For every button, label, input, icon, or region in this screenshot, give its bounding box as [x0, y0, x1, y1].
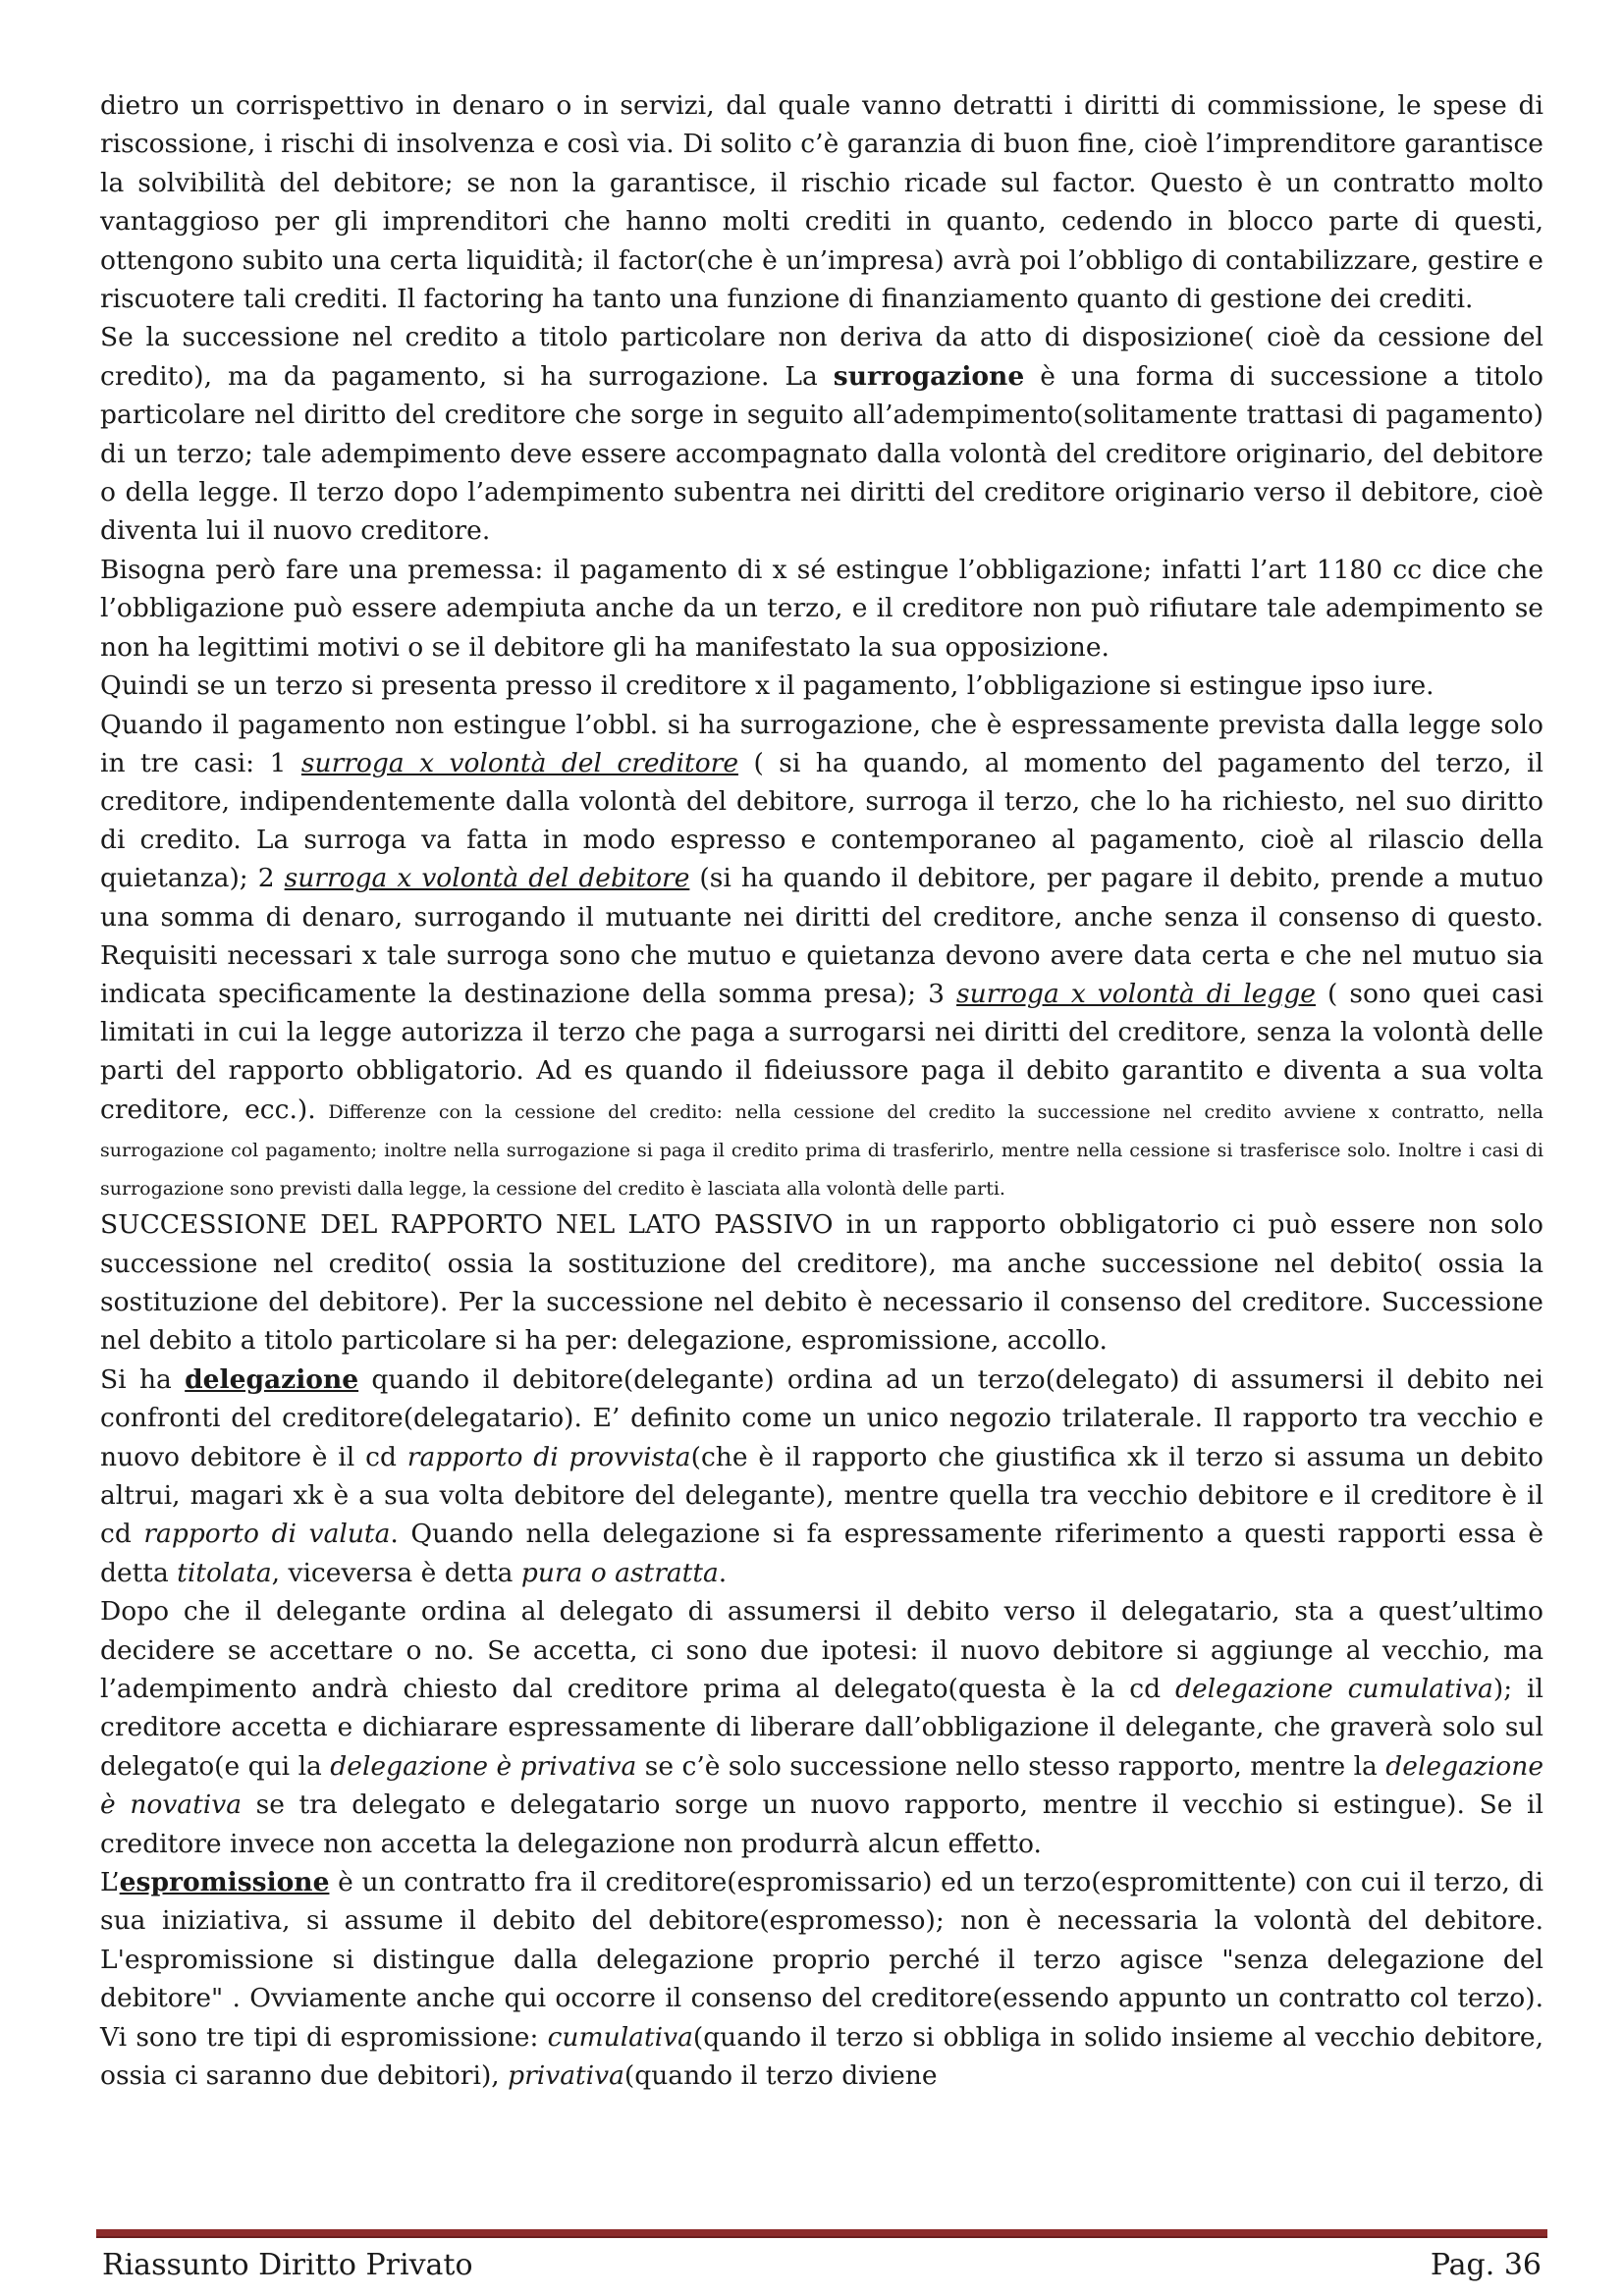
paragraph-surroga-cases: Quando il pagamento non estingue l’obbl. si ha surrogazione, che è espressamente prevista dalla legge solo in tre casi: 1 surroga x volontà del creditore ( si ha quando, al momento del pagamento del terzo, il creditore, indipendentemente dalla volontà del debitore, surroga il terzo, che lo ha richiesto, nel suo diritto di credito. La surroga va fatta in modo espresso e contemporaneo al pagamento, cioè al rilascio della quietanza); 2 surroga x volontà del debitore (si ha quando il debitore, per pagare il debito, prende a mutuo una somma di denaro, surrogando il mutuante nei diritti del creditore, anche senza il consenso di questo. Requisiti necessari x tale surroga sono che mutuo e quietanza devono avere data certa e che nel mutuo sia indicata specificamente la destinazione della somma presa); 3 surroga x volontà di legge ( sono quei casi limitati in cui la legge autorizza il terzo che paga a surrogarsi nei diritti del creditore, senza la volontà delle parti del rapporto obbligatorio. Ad es quando il fideiussore paga il debito garantito e diventa a sua volta creditore, ecc.). Differenze con la cessione del credito: nella cessione del credito la successione nel credito avviene x contratto, nella surrogazione col pagamento; inoltre nella surrogazione si paga il credito prima di trasferirlo, mentre nella cessione si trasferisce solo. Inoltre i casi di surrogazione sono previsti dalla legge, la cessione del credito è lasciata alla volontà delle parti.: [100, 709, 1543, 1200]
term-surrogazione: surrogazione: [833, 360, 1025, 392]
term-surroga-creditore: surroga x volontà del creditore: [300, 747, 738, 778]
differences-note: Differenze con la cessione del credito: nella cessione del credito la successione nel credito avviene x contratto, nella surrogazione col pagamento; inoltre nella surrogazione si paga il credito prima di trasferirlo, mentre nella cessione si trasferisce solo. Inoltre i casi di surrogazione sono previsti dalla legge, la cessione del credito è lasciata alla volontà delle parti.: [100, 1100, 1543, 1200]
page-number: Pag. 36: [1430, 2248, 1542, 2282]
footer-divider: [96, 2229, 1547, 2238]
paragraph-delegazione: Si ha delegazione quando il debitore(delegante) ordina ad un terzo(delegato) di assumersi il debito nei confronti del creditore(delegatario). E’ definito come un unico negozio trilaterale. Il rapporto tra vecchio e nuovo debitore è il cd rapporto di provvista(che è il rapporto che giustifica xk il terzo si assuma un debito altrui, magari xk è a sua volta debitore del delegante), mentre quella tra vecchio debitore e il creditore è il cd rapporto di valuta. Quando nella delegazione si fa espressamente riferimento a questi rapporti essa è detta titolata, viceversa è detta pura o astratta.: [100, 1363, 1543, 1588]
paragraph-surrogazione-definition: Se la successione nel credito a titolo particolare non deriva da atto di disposizione( cioè da cessione del credito), ma da pagamento, si ha surrogazione. La surrogazione è una forma di successione a titolo particolare nel diritto del creditore che sorge in seguito all’adempimento(solitamente trattasi di pagamento) di un terzo; tale adempimento deve essere accompagnato dalla volontà del creditore originario, del debitore o della legge. Il terzo dopo l’adempimento subentra nei diritti del creditore originario verso il debitore, cioè diventa lui il nuovo creditore.: [100, 322, 1543, 547]
paragraph-factoring: dietro un corrispettivo in denaro o in servizi, dal quale vanno detratti i diritti di commissione, le spese di riscossione, i rischi di insolvenza e così via. Di solito c’è garanzia di buon fine, cioè l’imprenditore garantisce la solvibilità del debitore; se non la garantisce, il rischio ricade sul factor. Questo è un contratto molto vantaggioso per gli imprenditori che hanno molti crediti in quanto, cedendo in blocco parte di questi, ottengono subito una certa liquidità; il factor(che è un’impresa) avrà poi l’obbligo di contabilizzare, gestire e riscuotere tali crediti. Il factoring ha tanto una funzione di finanziamento quanto di gestione dei crediti.: [100, 90, 1543, 315]
paragraph-espromissione: L’espromissione è un contratto fra il creditore(espromissario) ed un terzo(espromittente) con cui il terzo, di sua iniziativa, si assume il debito del debitore(espromesso); non è necessaria la volontà del debitore. L'espromissione si distingue dalla delegazione proprio perché il terzo agisce "senza delegazione del debitore" . Ovviamente anche qui occorre il consenso del creditore(essendo appunto un contratto col terzo). Vi sono tre tipi di espromissione: cumulativa(quando il terzo si obbliga in solido insieme al vecchio debitore, ossia ci saranno due debitori), privativa(quando il terzo diviene: [100, 1867, 1544, 2092]
paragraph-lato-passivo: SUCCESSIONE DEL RAPPORTO NEL LATO PASSIVO in un rapporto obbligatorio ci può essere non solo successione nel credito( ossia la sostituzione del creditore), ma anche successione nel debito( ossia la sostituzione del debitore). Per la successione nel debito è necessario il consenso del creditore. Successione nel debito a titolo particolare si ha per: delegazione, espromissione, accollo.: [100, 1209, 1543, 1357]
term-espromissione: espromissione: [119, 1867, 330, 1898]
term-delegazione: delegazione: [185, 1363, 359, 1395]
term-surroga-legge: surroga x volontà di legge: [956, 978, 1316, 1009]
term-surroga-debitore: surroga x volontà del debitore: [284, 863, 690, 894]
paragraph-ipso-iure: Quindi se un terzo si presenta presso il creditore x il pagamento, l’obbligazione si estingue ipso iure.: [100, 670, 1435, 702]
paragraph-accettazione: Dopo che il delegante ordina al delegato di assumersi il debito verso il delegatario, sta a quest’ultimo decidere se accettare o no. Se accetta, ci sono due ipotesi: il nuovo debitore si aggiunge al vecchio, ma l’adempimento andrà chiesto dal creditore prima al delegato(questa è la cd delegazione cumulativa); il creditore accetta e dichiarare espressamente di liberare dall’obbligazione il delegante, che graverà solo sul delegato(e qui la delegazione è privativa se c’è solo successione nello stesso rapporto, mentre la delegazione è novativa se tra delegato e delegatario sorge un nuovo rapporto, mentre il vecchio si estingue). Se il creditore invece non accetta la delegazione non produrrà alcun effetto.: [100, 1596, 1544, 1859]
footer-title: Riassunto Diritto Privato: [102, 2248, 473, 2282]
paragraph-premessa: Bisogna però fare una premessa: il pagamento di x sé estingue l’obbligazione; infatti l’art 1180 cc dice che l’obbligazione può essere adempiuta anche da un terzo, e il creditore non può rifiutare tale adempimento se non ha legittimi motivi o se il debitore gli ha manifestato la sua opposizione.: [100, 554, 1543, 663]
page-body: [100, 86, 1543, 2095]
